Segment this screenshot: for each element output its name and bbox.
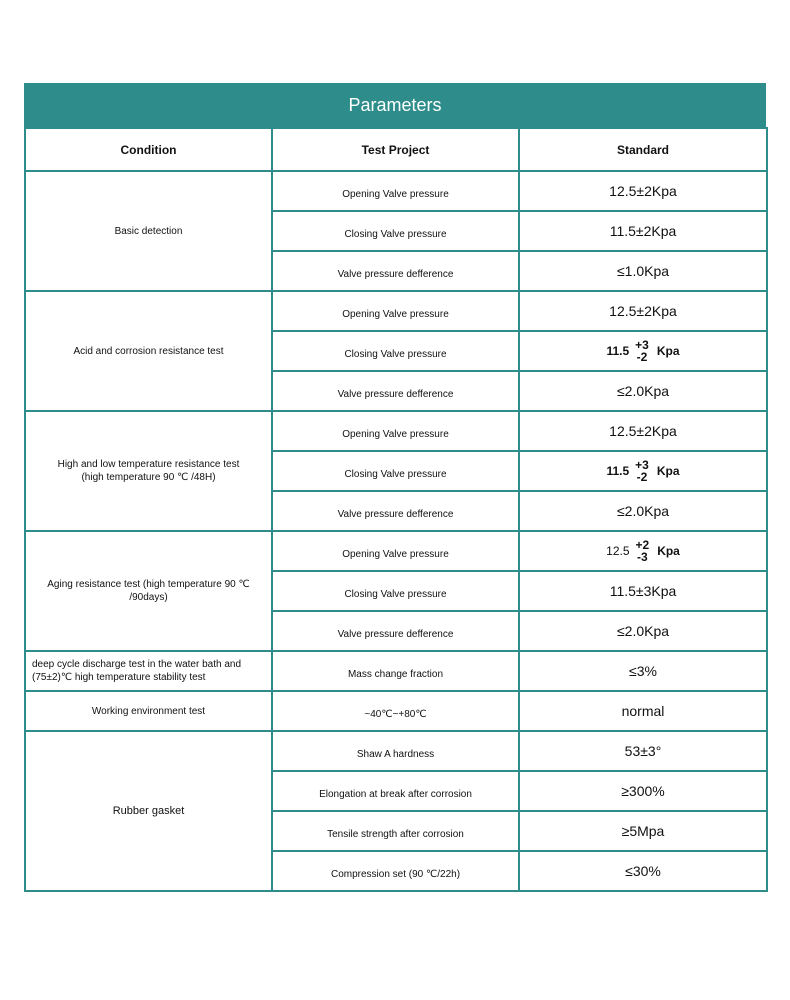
table-title: Parameters xyxy=(24,83,766,127)
condition-cell: Rubber gasket xyxy=(25,731,272,891)
project-cell: Opening Valve pressure xyxy=(272,171,519,211)
project-cell: Valve pressure defference xyxy=(272,491,519,531)
condition-cell: Basic detection xyxy=(25,171,272,291)
column-header-row xyxy=(25,128,767,171)
table-row xyxy=(25,291,767,331)
condition-line: Aging resistance test (high temperature 90 ℃ xyxy=(47,579,250,590)
standard-cell: ≤3% xyxy=(519,651,767,691)
column-header-standard: Standard xyxy=(519,128,767,171)
column-header-condition: Condition xyxy=(25,128,272,171)
project-cell: Elongation at break after corrosion xyxy=(272,771,519,811)
standard-cell: ≤2.0Kpa xyxy=(519,371,767,411)
tolerance-unit: Kpa xyxy=(657,544,680,558)
standard-cell: ≥5Mpa xyxy=(519,811,767,851)
standard-cell: ≤30% xyxy=(519,851,767,891)
project-cell: Opening Valve pressure xyxy=(272,411,519,451)
condition-cell: Working environment test xyxy=(25,691,272,731)
tolerance-minus: -3 xyxy=(637,550,648,564)
project-cell: ~40℃~+80℃ xyxy=(272,691,519,731)
parameters-table xyxy=(24,83,766,892)
condition-line: (75±2)℃ high temperature stability test xyxy=(32,672,206,683)
condition-line: High and low temperature resistance test xyxy=(57,459,240,470)
table-row xyxy=(25,411,767,451)
tolerance-unit: Kpa xyxy=(656,344,680,358)
tolerance-minus: -2 xyxy=(636,350,648,364)
project-cell: Valve pressure defference xyxy=(272,251,519,291)
table-row xyxy=(25,691,767,731)
tolerance-range xyxy=(635,459,649,483)
tolerance-base: 11.5 xyxy=(606,344,630,358)
standard-cell: ≤1.0Kpa xyxy=(519,251,767,291)
project-cell: Compression set (90 ℃/22h) xyxy=(272,851,519,891)
standard-cell: ≤2.0Kpa xyxy=(519,611,767,651)
project-cell: Opening Valve pressure xyxy=(272,291,519,331)
standard-cell: ≤2.0Kpa xyxy=(519,491,767,531)
standard-cell xyxy=(519,331,767,371)
tolerance-minus: -2 xyxy=(636,470,648,484)
condition-cell xyxy=(25,411,272,531)
tolerance-value xyxy=(606,459,679,483)
column-header-project: Test Project xyxy=(272,128,519,171)
tolerance-plus: +3 xyxy=(635,458,649,472)
tolerance-range xyxy=(635,339,649,363)
project-cell: Tensile strength after corrosion xyxy=(272,811,519,851)
table-row xyxy=(25,731,767,771)
table-row xyxy=(25,531,767,571)
project-cell: Closing Valve pressure xyxy=(272,451,519,491)
standard-cell: ≥300% xyxy=(519,771,767,811)
condition-cell xyxy=(25,531,272,651)
project-cell: Valve pressure defference xyxy=(272,371,519,411)
standard-cell xyxy=(519,531,767,571)
tolerance-base: 11.5 xyxy=(606,464,630,478)
condition-line: deep cycle discharge test in the water bath and xyxy=(32,659,242,670)
project-cell: Closing Valve pressure xyxy=(272,571,519,611)
project-cell: Opening Valve pressure xyxy=(272,531,519,571)
standard-cell: normal xyxy=(519,691,767,731)
project-cell: Closing Valve pressure xyxy=(272,211,519,251)
project-cell: Valve pressure defference xyxy=(272,611,519,651)
standard-cell xyxy=(519,451,767,491)
standard-cell: 11.5±3Kpa xyxy=(519,571,767,611)
parameters-grid xyxy=(24,127,768,892)
condition-cell: Acid and corrosion resistance test xyxy=(25,291,272,411)
standard-cell: 12.5±2Kpa xyxy=(519,171,767,211)
project-cell: Closing Valve pressure xyxy=(272,331,519,371)
table-row xyxy=(25,171,767,211)
tolerance-base: 12.5 xyxy=(606,544,630,558)
tolerance-range xyxy=(636,539,650,563)
tolerance-unit: Kpa xyxy=(656,464,680,478)
tolerance-value xyxy=(606,539,680,563)
standard-cell: 12.5±2Kpa xyxy=(519,291,767,331)
standard-cell: 12.5±2Kpa xyxy=(519,411,767,451)
tolerance-plus: +3 xyxy=(635,338,649,352)
condition-cell xyxy=(25,651,272,691)
project-cell: Shaw A hardness xyxy=(272,731,519,771)
tolerance-value xyxy=(606,339,679,363)
condition-line: /90days) xyxy=(129,592,168,603)
table-row xyxy=(25,651,767,691)
tolerance-plus: +2 xyxy=(635,538,650,552)
project-cell: Mass change fraction xyxy=(272,651,519,691)
condition-line: (high temperature 90 ℃ /48H) xyxy=(81,472,216,483)
standard-cell: 11.5±2Kpa xyxy=(519,211,767,251)
standard-cell: 53±3° xyxy=(519,731,767,771)
